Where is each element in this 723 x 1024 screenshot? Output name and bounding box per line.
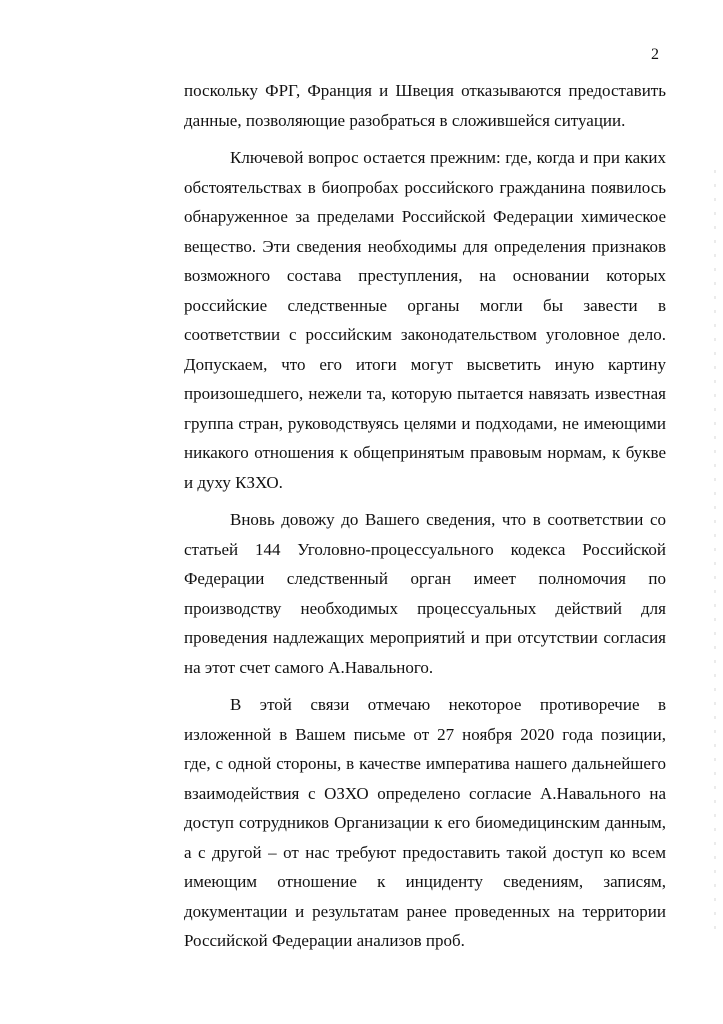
- text-line: проведения надлежащих мероприятий и при отсутствии согласия: [184, 628, 666, 647]
- text-line: никакого отношения к общепринятым правовым нормам, к букве: [184, 443, 666, 462]
- text-line: соответствии с российским законодательством уголовное дело.: [184, 325, 666, 344]
- text-line: обстоятельствах в биопробах российского гражданина появилось: [184, 177, 666, 197]
- scan-edge-artifact: [714, 170, 716, 930]
- text-line: данные, позволяющие разобраться в сложившейся ситуации.: [184, 110, 626, 130]
- text-line: производству необходимых процессуальных действий для: [184, 598, 666, 618]
- text-line: возможного состава преступления, на основании которых: [184, 266, 666, 285]
- document-body: [184, 76, 666, 956]
- text-line: поскольку ФРГ, Франция и Швеция отказываются предоставить: [184, 81, 666, 100]
- text-line: документации и результатам ранее проведенных на территории: [184, 901, 666, 921]
- text-line: на этот счет самого А.Навального.: [184, 657, 434, 677]
- text-line: взаимодействия с ОЗХО определено согласие А.Навального на: [184, 783, 666, 803]
- text-line: группа стран, руководствуясь целями и подходами, не имеющими: [184, 413, 666, 433]
- page-number: 2: [651, 46, 659, 63]
- text-line: и духу КЗХО.: [184, 472, 283, 492]
- text-line: имеющим отношение к инциденту сведениям, записям,: [184, 872, 666, 891]
- text-line: Допускаем, что его итоги могут высветить иную картину: [184, 354, 666, 374]
- text-line: Вновь довожу до Вашего сведения, что в соответствии со: [230, 510, 666, 529]
- text-line: произошедшего, нежели та, которую пытается навязать известная: [184, 384, 666, 403]
- text-line: Ключевой вопрос остается прежним: где, когда и при каких: [230, 148, 666, 167]
- paragraph-article-144: [184, 505, 666, 682]
- paragraph-key-question: [184, 143, 666, 497]
- text-line: а с другой – от нас требуют предоставить такой доступ ко всем: [184, 842, 666, 862]
- paragraph-continuation: [184, 76, 666, 135]
- text-line: вещество. Эти сведения необходимы для определения признаков: [184, 236, 666, 256]
- text-line: Федерации следственный орган имеет полномочия по: [184, 569, 666, 588]
- text-line: российские следственные органы могли бы завести в: [184, 295, 666, 315]
- text-line: обнаруженное за пределами Российской Федерации химическое: [184, 207, 666, 226]
- paragraph-contradiction: [184, 690, 666, 956]
- text-line: статьей 144 Уголовно-процессуального кодекса Российской: [184, 539, 666, 559]
- text-line: Российской Федерации анализов проб.: [184, 931, 465, 950]
- text-line: изложенной в Вашем письме от 27 ноября 2020 года позиции,: [184, 724, 666, 744]
- text-line: В этой связи отмечаю некоторое противоречие в: [230, 695, 666, 714]
- text-line: доступ сотрудников Организации к его биомедицинским данным,: [184, 813, 666, 832]
- text-line: где, с одной стороны, в качестве императива нашего дальнейшего: [184, 754, 666, 773]
